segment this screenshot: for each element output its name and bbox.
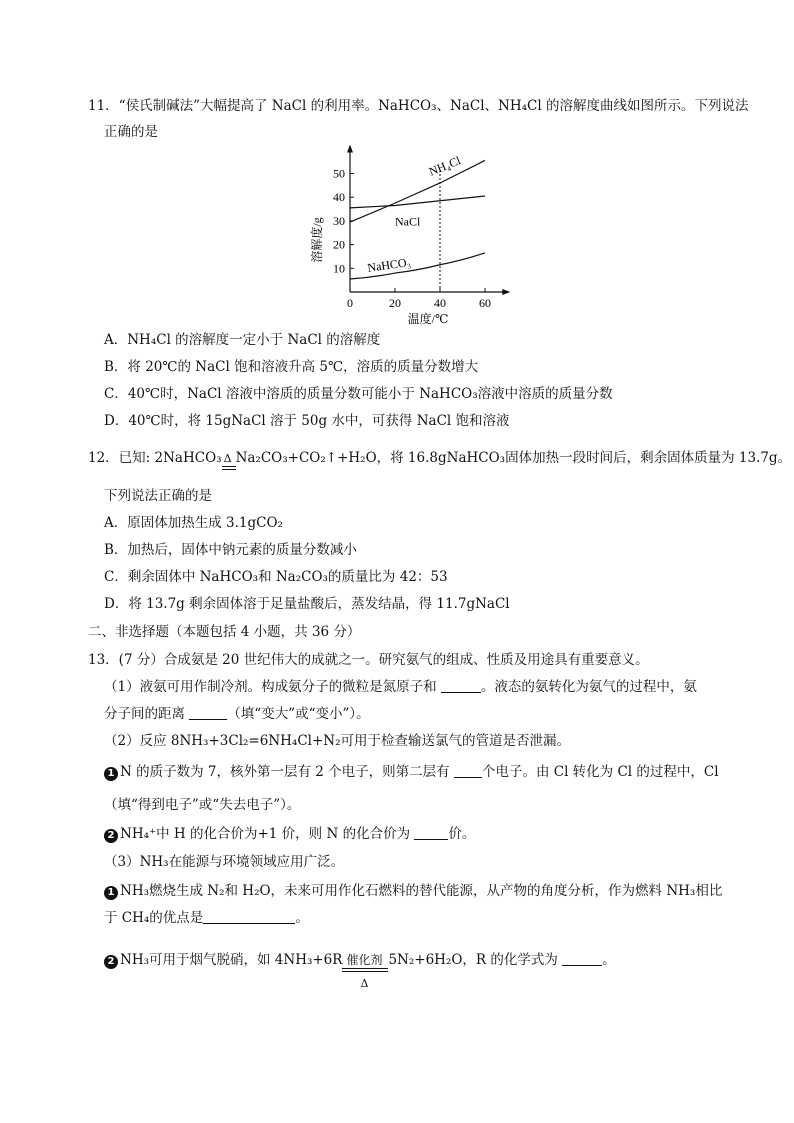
series-line-nh4cl bbox=[350, 160, 485, 222]
q12-option-d: D．将 13.7g 剩余固体溶于足量盐酸后，蒸发结晶，得 11.7gNaCl bbox=[104, 596, 510, 612]
q13-part1-line1 bbox=[104, 677, 697, 697]
x-tick-label: 20 bbox=[389, 296, 401, 310]
delta-symbol-2: Δ bbox=[360, 977, 369, 990]
x-axis-label: 温度/℃ bbox=[407, 312, 449, 326]
y-tick-label: 10 bbox=[333, 261, 345, 276]
x-tick-label: 60 bbox=[479, 296, 491, 310]
label-nh4cl: NH₄Cl bbox=[426, 153, 463, 179]
solubility-chart bbox=[300, 145, 530, 330]
answer-blank-6[interactable] bbox=[562, 951, 602, 966]
q11-stem-line2: 正确的是 bbox=[104, 124, 158, 140]
q13-part1-text-a: （1）液氨可用作制冷剂。构成氨分子的微粒是氮原子和 bbox=[104, 679, 441, 695]
catalyst-label: 催化剂 bbox=[346, 953, 383, 967]
q13-part1-text-d: （填“变大”或“变小”）。 bbox=[227, 706, 370, 722]
q12-stem-line2: 下列说法正确的是 bbox=[104, 488, 212, 504]
circled-number-2b: 2 bbox=[104, 955, 118, 969]
x-tick-label: 40 bbox=[434, 296, 446, 310]
circled-number-1b: 1 bbox=[104, 886, 118, 900]
delta-symbol: Δ bbox=[223, 452, 232, 465]
y-tick-label: 20 bbox=[333, 237, 345, 252]
q13-part2-1-text-a: N 的质子数为 7，核外第一层有 2 个电子，则第二层有 bbox=[120, 764, 454, 780]
q11-option-a: A．NH₄Cl 的溶解度一定小于 NaCl 的溶解度 bbox=[104, 332, 381, 348]
q13-part2-1-line1 bbox=[104, 762, 719, 782]
answer-blank-3[interactable] bbox=[454, 763, 482, 778]
series-line-nacl bbox=[350, 196, 485, 208]
q13-part3-1-text-c: 。 bbox=[295, 910, 309, 926]
q13-part3-2-text-c: 。 bbox=[602, 952, 616, 968]
q13-part1-text-b: 。液态的氨转化为氨气的过程中，氨 bbox=[480, 679, 697, 695]
section-heading: 二、非选择题（本题包括 4 小题，共 36 分） bbox=[88, 624, 361, 640]
q11-option-b: B．将 20℃的 NaCl 饱和溶液升高 5℃，溶质的质量分数增大 bbox=[104, 359, 479, 375]
q13-part2-1-line2: （填“得到电子”或“失去电子”）。 bbox=[104, 797, 301, 813]
q13-part2-2-text-a: NH₄⁺中 H 的化合价为+1 价，则 N 的化合价为 bbox=[120, 826, 415, 842]
q13-part3-1-line1 bbox=[104, 881, 722, 901]
q13-part3-1-text-a: NH₃燃烧生成 N₂和 H₂O，未来可用作化石燃料的替代能源，从产物的角度分析，作为燃料 NH₃相比 bbox=[120, 883, 723, 899]
q13-part3-1-line2 bbox=[104, 908, 309, 928]
q11-option-d: D．40℃时，将 15gNaCl 溶于 50g 水中，可获得 NaCl 饱和溶液 bbox=[104, 413, 510, 429]
answer-blank-4[interactable] bbox=[414, 825, 448, 840]
y-tick-label: 40 bbox=[333, 190, 345, 205]
q13-part2-2 bbox=[104, 824, 475, 844]
q13-part3-2-text-b: 5N₂+6H₂O，R 的化学式为 bbox=[388, 952, 563, 968]
y-tick-label: 50 bbox=[333, 166, 345, 181]
y-axis-arrow bbox=[347, 145, 353, 153]
answer-blank-5[interactable] bbox=[203, 909, 295, 924]
circled-number-2: 2 bbox=[104, 829, 118, 843]
q12-option-c: C．剩余固体中 NaHCO₃和 Na₂CO₃的质量比为 42：53 bbox=[104, 569, 448, 585]
q13-part2-2-text-b: 价。 bbox=[448, 826, 476, 842]
answer-blank-2[interactable] bbox=[189, 705, 227, 720]
q13-part1-text-c: 分子间的距离 bbox=[104, 706, 190, 722]
y-tick-label: 30 bbox=[333, 213, 345, 228]
q11-option-c: C．40℃时，NaCl 溶液中溶质的质量分数可能小于 NaHCO₃溶液中溶质的质量分数 bbox=[104, 386, 613, 402]
y-axis-label: 溶解度/g bbox=[310, 217, 324, 263]
q13-part3: （3）NH₃在能源与环境领域应用广泛。 bbox=[104, 854, 345, 870]
q12-option-a: A．原固体加热生成 3.1gCO₂ bbox=[104, 515, 283, 531]
answer-blank-1[interactable] bbox=[441, 678, 481, 693]
q13-part3-1-text-b: 于 CH₄的优点是 bbox=[104, 910, 204, 926]
label-nahco3: NaHCO₃ bbox=[366, 254, 412, 275]
q13-part3-2-text-a: NH₃可用于烟气脱硝，如 4NH₃+6R bbox=[120, 952, 343, 968]
q13-part3-2 bbox=[104, 950, 616, 990]
q12-stem-suffix: Na₂CO₃+CO₂↑+H₂O，将 16.8gNaHCO₃固体加热一段时间后，剩余固体质量为 13.7g。 bbox=[235, 450, 792, 466]
q12-stem-prefix: 12．已知: 2NaHCO₃ bbox=[88, 450, 222, 466]
circled-number-1: 1 bbox=[104, 767, 118, 781]
q13-intro: 13．(7 分）合成氨是 20 世纪伟大的成就之一。研究氨气的组成、性质及用途具有重要意义。 bbox=[88, 652, 649, 668]
q13-part1-line2 bbox=[104, 704, 370, 724]
q11-stem-line1: 11．“侯氏制碱法”大幅提高了 NaCl 的利用率。NaHCO₃、NaCl、NH₄Cl 的溶解度曲线如图所示。下列说法 bbox=[88, 98, 749, 114]
x-axis-arrow bbox=[502, 289, 510, 295]
x-tick-label: 0 bbox=[347, 296, 353, 310]
q12-option-b: B．加热后，固体中钠元素的质量分数减小 bbox=[104, 542, 357, 558]
label-nacl: NaCl bbox=[395, 214, 421, 229]
q13-part2-1-text-b: 个电子。由 Cl 转化为 Cl 的过程中，Cl bbox=[481, 764, 719, 780]
q12-stem-line1 bbox=[88, 448, 791, 468]
q13-part2: （2）反应 8NH₃+3Cl₂=6NH₄Cl+N₂可用于检查输送氯气的管道是否泄漏。 bbox=[104, 733, 571, 749]
